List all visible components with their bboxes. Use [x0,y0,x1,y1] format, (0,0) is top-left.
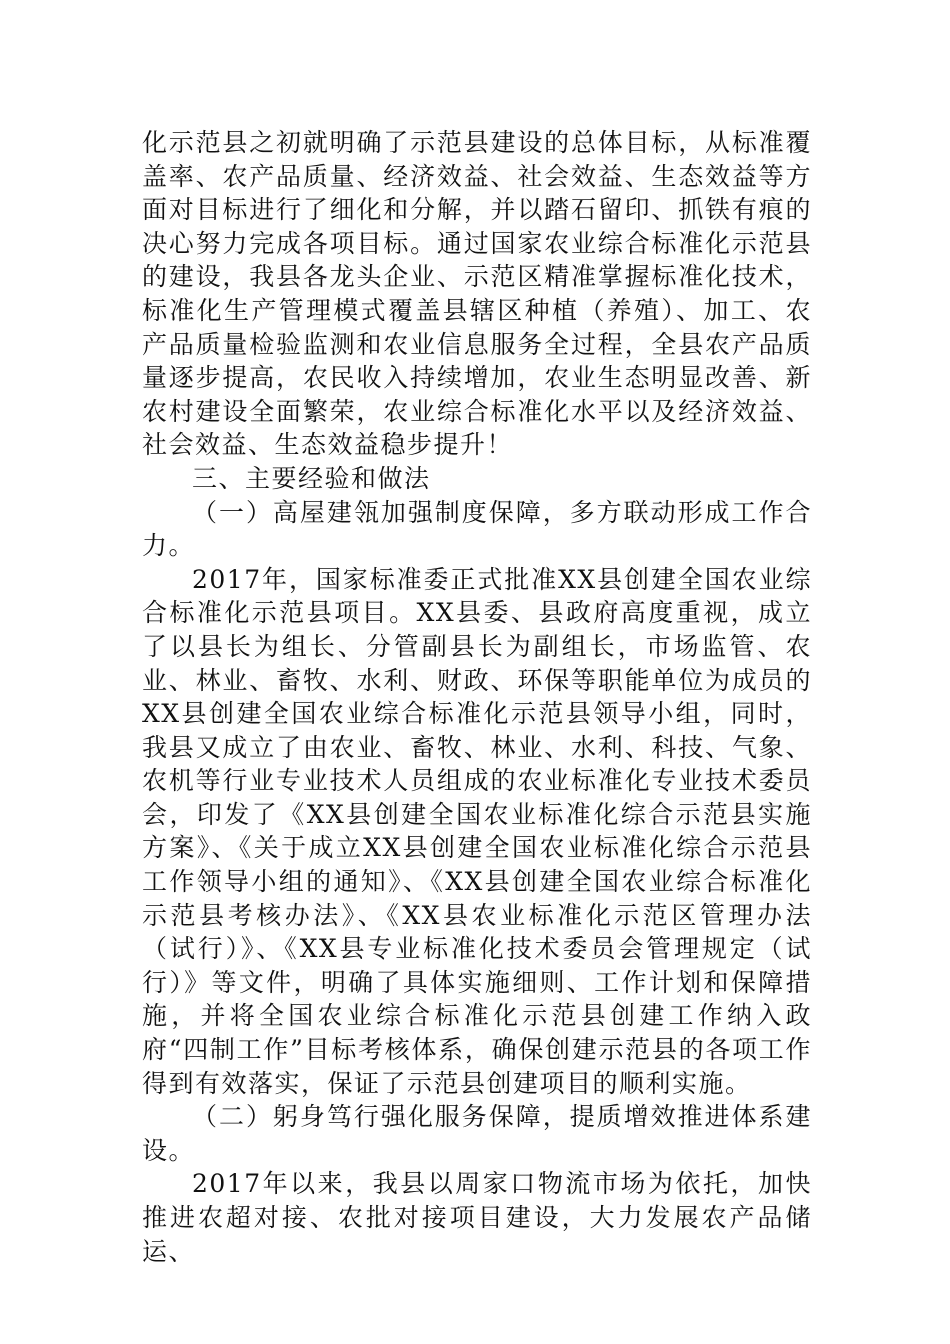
document-body [142,126,812,1268]
subsection-heading-2: （二）躬身笃行强化服务保障，提质增效推进体系建设。 [142,1102,812,1165]
section-heading-3: 三、主要经验和做法 [192,463,431,493]
body-paragraph-1: 化示范县之初就明确了示范县建设的总体目标，从标准覆盖率、农产品质量、经济效益、社会效益、生态效益等方面对目标进行了细化和分解，并以踏石留印、抓铁有痕的决心努力完成各项目标。通过国家农业综合标准化示范县的建设，我县各龙头企业、示范区精准掌握标准化技术，标准化生产管理模式覆盖县辖区种植（养殖）、加工、农产品质量检验监测和农业信息服务全过程，全县农产品质量逐步提高，农民收入持续增加，农业生态明显改善、新农村建设全面繁荣，农业综合标准化水平以及经济效益、社会效益、生态效益稳步提升！ [142,128,812,460]
body-paragraph-2: 2017年，国家标准委正式批准XX县创建全国农业综合标准化示范县项目。XX县委、县政府高度重视，成立了以县长为组长、分管副县长为副组长，市场监管、农业、林业、畜牧、水利、财政、环保等职能单位为成员的XX县创建全国农业综合标准化示范县领导小组，同时，我县又成立了由农业、畜牧、林业、水利、科技、气象、农机等行业专业技术人员组成的农业标准化专业技术委员会，印发了《XX县创建全国农业标准化综合示范县实施方案》、《关于成立XX县创建全国农业标准化综合示范县工作领导小组的通知》、《XX县创建全国农业综合标准化示范县考核办法》、《XX县农业标准化示范区管理办法（试行）》、《XX县专业标准化技术委员会管理规定（试行）》等文件，明确了具体实施细则、工作计划和保障措施，并将全国农业综合标准化示范县创建工作纳入政府“四制工作”目标考核体系，确保创建示范县的各项工作得到有效落实，保证了示范县创建项目的顺利实施。 [142,564,812,1098]
subsection-heading-1: （一）高屋建瓴加强制度保障，多方联动形成工作合力。 [142,497,812,561]
body-paragraph-3: 2017年以来，我县以周家口物流市场为依托，加快推进农超对接、农批对接项目建设，大力发展农产品储运、 [142,1169,812,1266]
